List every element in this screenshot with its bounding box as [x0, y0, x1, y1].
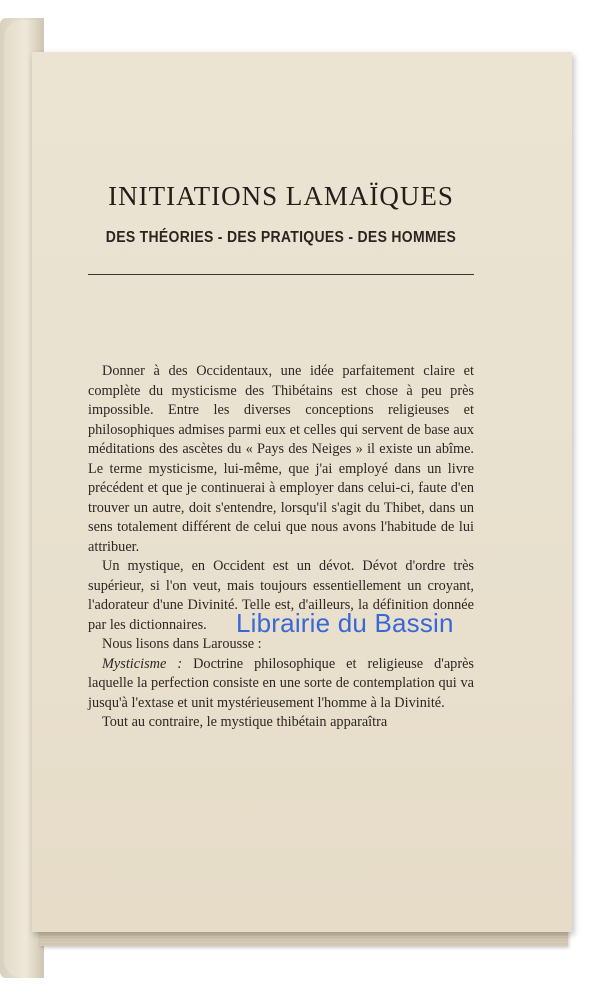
definition-text: Doctrine philosophique et religieuse d'après laquelle la perfection consiste en une sorte de contemplation qui va jusqu'à l'extase et unit mystérieusement l'homme à la Divinité.: [88, 655, 474, 711]
definition-term: Mysticisme :: [102, 655, 183, 672]
page-content: [88, 178, 474, 733]
paragraph-3: Nous lisons dans Larousse :: [102, 636, 262, 652]
page-subtitle: DES THÉORIES - DES PRATIQUES - DES HOMMES: [105, 226, 457, 246]
page-edges: [40, 930, 568, 946]
title-rule: [88, 274, 474, 275]
definition-paragraph: [88, 655, 474, 714]
paragraph-last: Tout au contraire, le mystique thibétain apparaîtra: [102, 714, 388, 730]
body-text: [88, 362, 474, 733]
page-title: INITIATIONS LAMAÏQUES: [108, 181, 454, 211]
watermark-text: Librairie du Bassin: [236, 608, 454, 638]
paragraph-1: Donner à des Occidentaux, une idée parfaitement claire et complète du mysticisme des Thibétains est chose à peu près impossible. Entre les diverses conceptions religieuses et philosophiques admises parmi eux et celles qui servent de base aux méditations des ascètes du « Pays des Neiges » il existe un abîme. Le terme mysticisme, lui-même, que j'ai employé dans un livre précédent et que je continuerai à employer dans celui-ci, faute d'en trouver un autre, doit s'entendre, lorsqu'il s'agit du Thibet, dans un sens totalement différent de celui que nous avons l'habitude de lui attribuer.: [88, 363, 474, 555]
paragraph-2: Un mystique, en Occident est un dévot. Dévot d'ordre très supérieur, si l'on veut, mais toujours essentiellement un croyant, l'adorateur d'une Divinité. Telle est, d'ailleurs, la définition donnée par les dictionnaires.: [88, 558, 474, 633]
